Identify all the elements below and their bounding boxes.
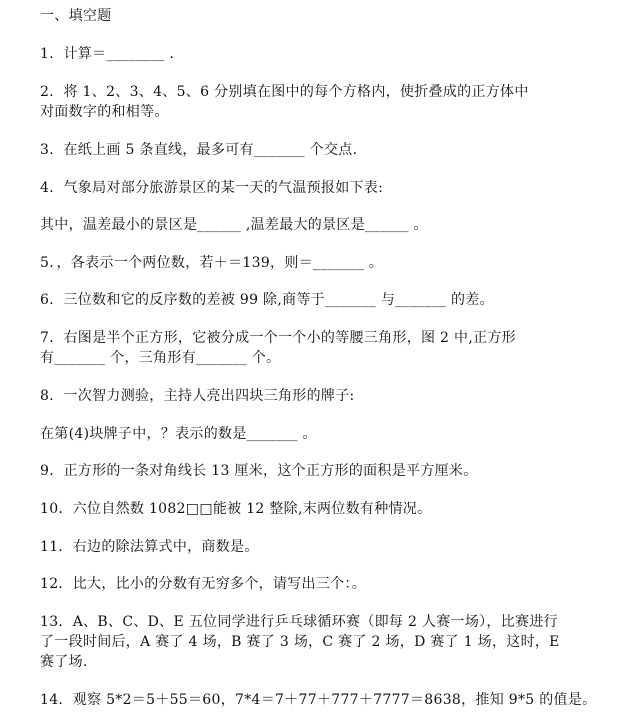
- question-8-line-2: 在第(4)块牌子中，？表示的数是_______ 。: [40, 426, 317, 442]
- question-5-line-1: 5．，各表示一个两位数，若＋＝139，则＝_______ 。: [40, 255, 384, 271]
- question-12-line-1: 12．比大，比小的分数有无穷多个，请写出三个：。: [40, 576, 367, 592]
- section-title: 一、填空题: [40, 8, 112, 24]
- question-1-line-1: 1．计算＝________ ．: [40, 46, 184, 62]
- question-10-line-1: 10．六位自然数 1082□□能被 12 整除,末两位数有种情况。: [40, 501, 432, 517]
- question-13-line-3: 赛了场.: [40, 654, 88, 670]
- question-7-line-2: 有_______ 个，三角形有_______ 个。: [40, 350, 281, 366]
- question-9-line-1: 9．正方形的一条对角线长 13 厘米，这个正方形的面积是平方厘米。: [40, 463, 478, 479]
- question-11-line-1: 11．右边的除法算式中，商数是。: [40, 539, 259, 555]
- question-13-line-2: 了一段时间后，A 赛了 4 场，B 赛了 3 场，C 赛了 2 场，D 赛了 1 场，这时，E: [40, 634, 560, 650]
- question-2-line-1: 2．将 1、2、3、4、5、6 分别填在图中的每个方格内，使折叠成的正方体中: [40, 84, 529, 100]
- question-6-line-1: 6．三位数和它的反序数的差被 99 除,商等于_______ 与_______ 的差。: [40, 292, 494, 308]
- question-2-line-2: 对面数字的和相等。: [40, 104, 169, 120]
- question-7-line-1: 7．右图是半个正方形，它被分成一个一个小的等腰三角形，图 2 中,正方形: [40, 330, 516, 346]
- question-4-line-1: 4．气象局对部分旅游景区的某一天的气温预报如下表:: [40, 180, 384, 196]
- question-3-line-1: 3．在纸上画 5 条直线，最多可有_______ 个交点.: [40, 142, 358, 158]
- question-4-line-2: 其中，温差最小的景区是______ ,温差最大的景区是______ 。: [40, 217, 428, 233]
- question-8-line-1: 8．一次智力测验，主持人亮出四块三角形的牌子:: [40, 388, 355, 404]
- question-14-line-1: 14．观察 5*2＝5＋55＝60，7*4＝7＋77＋777＋7777＝8638，推知 9*5 的值是。: [40, 692, 597, 708]
- question-13-line-1: 13．A、B、C、D、E 五位同学进行乒乓球循环赛（即每 2 人赛一场），比赛进行: [40, 614, 558, 630]
